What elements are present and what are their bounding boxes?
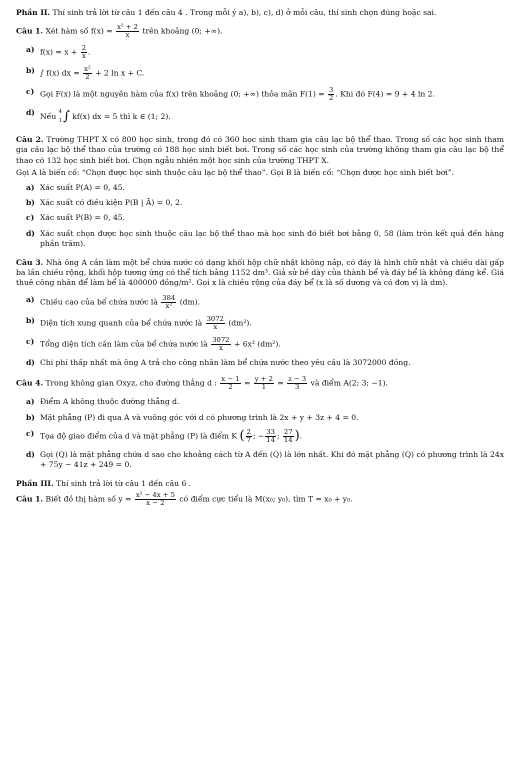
q1-a-num: 2 [81, 44, 87, 53]
q4-f1-num: x − 1 [221, 374, 240, 383]
question-1-label: Câu 1. [16, 26, 44, 36]
q1-item-b [16, 66, 504, 81]
question-4-stem: Câu 4. Trong không gian Oxyz, cho đường thẳng d : $\frac{x - 1}{2}$ = $\frac{y + 2}{1}$ = $\frac{z - 3}{3}$ và điểm A(2; 3; −1). [16, 374, 388, 391]
item-label-c: c) [26, 87, 35, 97]
q1-c-fraction [328, 87, 334, 102]
q3-c-fraction [211, 337, 230, 352]
q1-a-tail: . [88, 47, 91, 57]
q1-item-c [16, 87, 504, 102]
q1-item-d [16, 108, 504, 126]
item-label-c: c) [26, 213, 35, 223]
item-label-b: b) [26, 198, 35, 208]
q4-item-c: c) Tọa độ giao điểm của d và mặt phẳng (P) là điểm K ( $\frac{2}{7}$ ; − $\frac{33}{14}$ ; $\frac{27}{14}$ ). [26, 428, 303, 445]
q1-fraction [116, 24, 139, 39]
item-label-c: c) [26, 336, 35, 346]
q4-fraction-3 [287, 376, 307, 391]
item-label-d: d) [26, 357, 35, 367]
q3-c-num: 3072 [212, 335, 230, 344]
q4-stem-text: Trong không gian Oxyz, cho đường thẳng d : [45, 378, 217, 388]
q3-stem-text: Nhà ông A cần làm một bể chứa nước có dạng khối hộp chữ nhật không nắp, có đáy là hình chữ nhật và chiều dài gấp ba lần chiều rộng, khối hộp tương ứng có thể tích bằng 1152 dm³. Giả sử bề dày của thành bể và đáy bể là không đáng kể. Giá thuê công nhân để làm bể là 400000 đồng/m². Gọi x là chiều rộng của đáy bể (x là số dương và có đơn vị là dm). [16, 258, 505, 288]
q4-item-b [16, 413, 504, 423]
q1-stem-tail: trên khoảng (0; +∞). [142, 26, 223, 36]
q2-events: Gọi A là biến cố: “Chọn được học sinh thuộc câu lạc bộ thể thao”. Gọi B là biến cố: “Chọn được học sinh biết bơi”. [16, 167, 455, 177]
q1-a-fraction [81, 45, 87, 60]
q4-f2-num: y + 2 [254, 374, 273, 383]
q3-c-tail: + 6x² (dm²). [233, 339, 281, 349]
q4-c-d1: 7 [246, 436, 251, 445]
p3q1-den: x − 2 [146, 498, 165, 507]
q2-item-b [16, 198, 504, 208]
q4-c-fraction-3 [283, 429, 294, 444]
item-label-d: d) [26, 228, 35, 238]
q4-item-a [16, 397, 504, 407]
part2-intro: Thí sinh trả lời từ câu 1 đến câu 4 . Trong mỗi ý a), b), c), d) ở mỗi câu, thí sinh chọn đúng hoặc sai. [52, 8, 437, 17]
close-paren: ) [294, 428, 300, 444]
q1-b-tail: + 2 ln x + C. [95, 68, 145, 78]
q1-c-num: 3 [329, 86, 334, 95]
q1-d-tail: kf(x) dx = 5 thì k ∈ (1; 2). [72, 112, 171, 122]
part3-question-1 [16, 492, 504, 507]
q2-item-c [16, 213, 504, 223]
q3-a-den: x² [165, 301, 173, 310]
q2-a-text: Xác suất P(A) = 0, 45. [40, 183, 125, 193]
part3-intro: Thí sinh trả lời từ câu 1 đến câu 6 . [56, 478, 192, 488]
integral-upper: 4 [58, 109, 63, 116]
item-label-a: a) [26, 183, 35, 193]
q4-d-text: Gọi (Q) là mặt phẳng chứa d sao cho khoảng cách từ A đến (Q) là lớn nhất. Khi đó mặt phẳng (Q) có phương trình là 24x + 75y − 41z + 249 = 0. [40, 450, 504, 470]
part3-header [16, 479, 504, 489]
q3-item-c [16, 337, 504, 352]
q1-frac-den: x [125, 31, 130, 40]
q4-f2-den: 1 [261, 382, 267, 391]
q4-f3-num: z − 3 [288, 374, 307, 383]
q3-b-den: x [213, 322, 218, 331]
q3-a-tail: (dm). [179, 297, 201, 307]
q1-c-den: 2 [329, 94, 334, 103]
q1-a-text: f(x) = x + [40, 47, 78, 57]
q4-c-n2: 33 [266, 428, 275, 437]
item-label-a: a) [26, 396, 35, 406]
q4-c-d3: 14 [283, 436, 293, 445]
q1-b-num: x² [84, 65, 91, 74]
q3-b-fraction [206, 316, 225, 331]
item-label-d: d) [26, 108, 35, 118]
q4-c-n1: 2 [246, 428, 251, 437]
q1-stem-text: Xét hàm số f(x) = [45, 26, 113, 36]
q1-b-text: ∫ f(x) dx = [40, 68, 80, 78]
item-label-d: d) [26, 450, 35, 460]
q3-b-text: Diện tích xung quanh của bể chứa nước là [40, 318, 203, 328]
q3-b-num: 3072 [206, 314, 224, 323]
question-3-stem [16, 258, 504, 289]
q3-a-num: 384 [162, 293, 176, 302]
q4-fraction-2 [254, 376, 274, 391]
item-label-b: b) [26, 315, 35, 325]
part3-question-1-label: Câu 1. [16, 494, 44, 504]
q4-item-d [16, 450, 504, 470]
part2-title: Phần II. [16, 8, 51, 17]
q2-c-text: Xác suất P(B) = 0, 45. [40, 213, 126, 223]
question-4-label: Câu 4. [16, 378, 44, 388]
q2-b-text: Xác suất có điều kiện P(B | Ā) = 0, 2. [40, 198, 183, 208]
p3q1-fraction [135, 492, 176, 507]
q1-a-den: x [81, 52, 86, 61]
integral-limits [59, 108, 62, 126]
item-label-c: c) [26, 429, 35, 439]
part3-title: Phần III. [16, 478, 54, 488]
q4-fraction-1 [220, 376, 240, 391]
q1-b-den: 2 [85, 73, 90, 82]
integral-lower: 1 [58, 118, 63, 125]
q1-b-fraction [83, 66, 92, 81]
p3q1-stem-text: Biết đồ thị hàm số y = [45, 494, 132, 504]
p3q1-num: x² − 4x + 5 [135, 490, 175, 499]
q2-item-a [16, 183, 504, 193]
q3-item-a [16, 295, 504, 310]
item-label-a: a) [26, 294, 35, 304]
q3-item-b [16, 316, 504, 331]
q3-a-text: Chiều cao của bể chứa nước là [40, 297, 158, 307]
q4-c-fraction-2 [265, 429, 276, 444]
q3-d-text: Chi phí thấp nhất mà ông A trả cho công nhân làm bể chứa nước theo yêu cầu là 3072000 đồng. [40, 357, 411, 367]
part2-header [16, 8, 504, 18]
q4-stem-tail: và điểm A(2; 3; −1). [310, 378, 388, 388]
q1-c-text: Gọi F(x) là một nguyên hàm của f(x) trên khoảng (0; +∞) thỏa mãn F(1) = [40, 89, 325, 99]
q4-f1-den: 2 [228, 382, 233, 391]
q4-f3-den: 3 [294, 382, 300, 391]
q3-item-d [16, 358, 504, 368]
q4-c-n3: 27 [283, 428, 293, 437]
question-3-label: Câu 3. [16, 258, 44, 268]
item-label-b: b) [26, 413, 35, 423]
q2-stem-text: Trường THPT X có 800 học sinh, trong đó có 360 học sinh tham gia câu lạc bộ thể thao. Trong số các học sinh tham gia câu lạc bộ thể thao của trường có 188 học sinh biết bơi. Trong số các học sinh của trường không tham gia câu lạc bộ thể thao có 132 học sinh biết bơi. Chọn ngẫu nhiên một học sinh của trường THPT X. [16, 135, 505, 165]
item-label-b: b) [26, 66, 35, 76]
q3-a-fraction [161, 295, 176, 310]
question-2-stem [16, 135, 504, 166]
q1-c-tail: . Khi đó F(4) = 9 + 4 ln 2. [335, 89, 435, 99]
p3q1-stem-tail: có điểm cực tiểu là M(x₀; y₀), tìm T = x₀ + y₀. [179, 494, 353, 504]
q2-d-text: Xác suất chọn được học sinh thuộc câu lạc bộ thể thao mà học sinh đó biết bơi bằng 0, 58 (làm tròn kết quả đến hàng phần trăm). [40, 228, 504, 248]
q2-item-d [16, 229, 504, 249]
q4-c-text: Tọa độ giao điểm của d và mặt phẳng (P) là điểm K [40, 431, 238, 441]
question-1-stem [16, 24, 504, 39]
q3-b-tail: (dm²). [228, 318, 252, 328]
q4-a-text: Điểm A không thuộc đường thẳng d. [40, 396, 180, 406]
q4-c-d2: 14 [266, 436, 275, 445]
integral-sign-icon: ∫ [63, 109, 70, 125]
q4-b-text: Mặt phẳng (P) đi qua A và vuông góc với d có phương trình là 2x + y + 3z + 4 = 0. [40, 413, 359, 423]
item-label-a: a) [26, 45, 35, 55]
open-paren: ( [239, 428, 245, 444]
q1-item-a [16, 45, 504, 60]
q3-c-den: x [218, 343, 223, 352]
q3-c-text: Tổng diện tích cần làm của bể chứa nước là [40, 339, 208, 349]
q1-frac-num: x² + 2 [117, 23, 138, 32]
q4-c-fraction-1 [246, 429, 252, 444]
q1-d-text: Nếu [40, 112, 57, 122]
question-2-label: Câu 2. [16, 135, 44, 145]
